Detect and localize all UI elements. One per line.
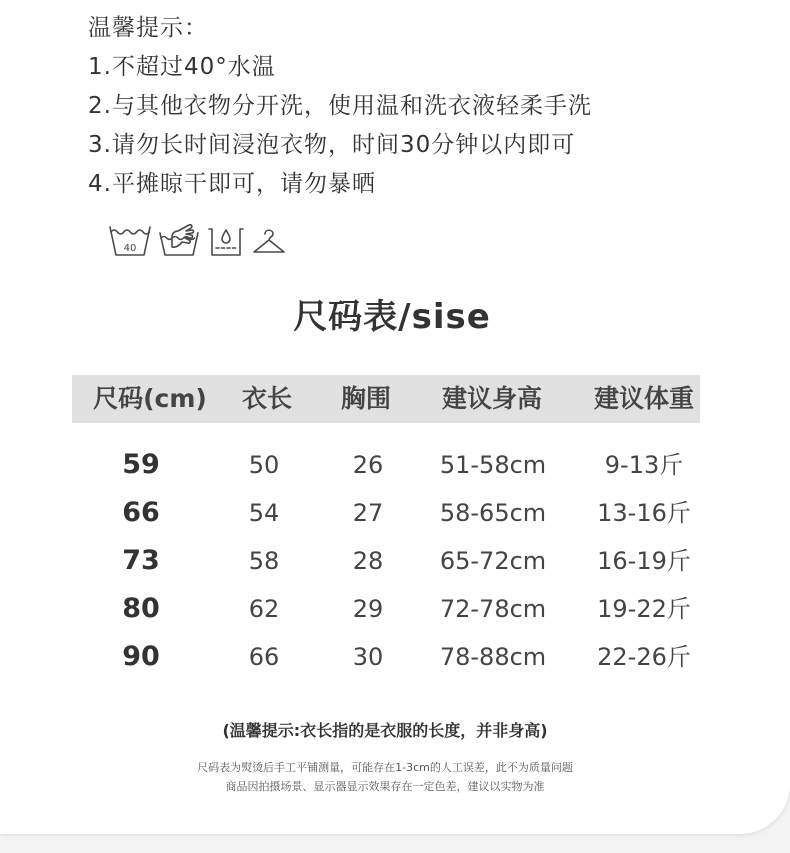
table-row [0, 585, 790, 633]
cell-height: 58-65cm [439, 499, 547, 527]
table-row [0, 537, 790, 585]
cell-length: 58 [248, 547, 280, 575]
cell-size: 80 [122, 593, 160, 624]
wash-temperature-label: 40 [123, 243, 137, 254]
cell-length: 66 [248, 643, 280, 671]
header-height: 建议身高 [441, 384, 543, 413]
cell-chest: 28 [352, 547, 384, 575]
cell-size: 66 [122, 497, 160, 528]
cell-height: 72-78cm [439, 595, 547, 623]
size-chart-title: 尺码表/sise [293, 297, 491, 337]
cell-weight: 16-19斤 [597, 547, 691, 575]
cell-height: 65-72cm [439, 547, 547, 575]
cell-length: 62 [248, 595, 280, 623]
hang-dry-icon [254, 230, 284, 252]
cell-height: 51-58cm [439, 451, 547, 479]
header-chest: 胸围 [340, 384, 392, 413]
cell-chest: 29 [352, 595, 384, 623]
header-size: 尺码(cm) [93, 384, 207, 413]
drip-basin-icon [209, 229, 243, 255]
care-tip-item: 3.请勿长时间浸泡衣物，时间30分钟以内即可 [88, 132, 576, 158]
cell-length: 54 [248, 499, 280, 527]
length-note: (温馨提示:衣长指的是衣服的长度，并非身高) [222, 721, 548, 740]
care-tips [88, 9, 592, 204]
care-icons [106, 220, 291, 262]
table-row [0, 489, 790, 537]
cell-size: 73 [122, 545, 160, 576]
cell-chest: 26 [352, 451, 384, 479]
cell-weight: 22-26斤 [597, 643, 691, 671]
table-row [0, 441, 790, 489]
cell-size: 59 [122, 449, 160, 480]
cell-weight: 13-16斤 [597, 499, 691, 527]
cell-chest: 27 [352, 499, 384, 527]
table-row [0, 633, 790, 681]
header-length: 衣长 [241, 384, 293, 413]
care-tips-heading: 温馨提示： [88, 15, 208, 41]
disclaimer-line: 尺码表为熨烫后手工平铺测量，可能存在1-3cm的人工误差，此不为质量问题 [197, 761, 573, 774]
hand-wash-icon [160, 225, 198, 255]
header-weight: 建议体重 [593, 384, 695, 413]
disclaimer-line: 商品因拍摄场景、显示器显示效果存在一定色差，建议以实物为准 [225, 780, 545, 793]
care-tip-item: 1.不超过40°水温 [88, 54, 276, 80]
cell-length: 50 [248, 451, 280, 479]
measurement-disclaimer [0, 758, 770, 796]
care-tip-item: 4.平摊晾干即可，请勿暴晒 [88, 171, 376, 197]
size-table-header [72, 375, 700, 423]
cell-weight: 9-13斤 [604, 451, 684, 479]
wash-40-icon [110, 227, 150, 255]
cell-weight: 19-22斤 [597, 595, 691, 623]
cell-chest: 30 [352, 643, 384, 671]
cell-height: 78-88cm [439, 643, 547, 671]
cell-size: 90 [122, 641, 160, 672]
care-tip-item: 2.与其他衣物分开洗，使用温和洗衣液轻柔手洗 [88, 93, 592, 119]
